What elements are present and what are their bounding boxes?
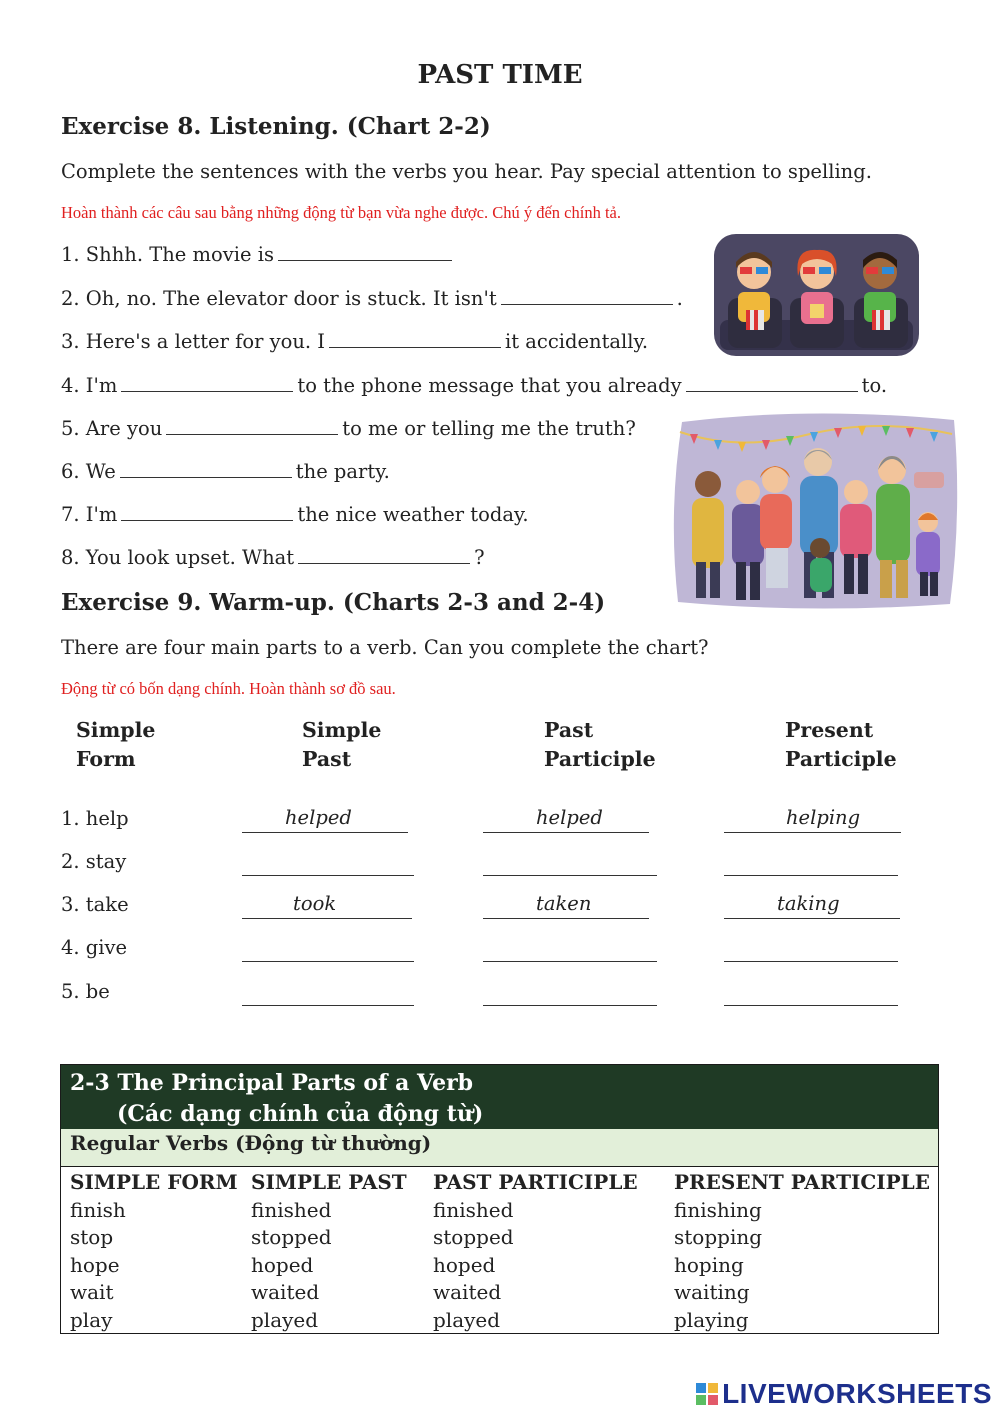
verb-row-4: 4. give — [61, 936, 128, 959]
blank-4a[interactable] — [121, 373, 293, 392]
exercise-9-heading: Exercise 9. Warm-up. (Charts 2-3 and 2-4) — [61, 589, 606, 616]
cell: waiting — [674, 1280, 750, 1305]
exercise-9-instruction-vi: Động từ có bốn dạng chính. Hoàn thành sơ đồ sau. — [61, 679, 396, 698]
cell: played — [251, 1307, 319, 1332]
cell: waited — [251, 1280, 320, 1305]
header-simple-form-line1: Simple — [76, 718, 156, 742]
answer-3-pp[interactable] — [483, 892, 649, 919]
exercise-8-heading: Exercise 8. Listening. (Chart 2-2) — [61, 113, 491, 140]
cell: hoping — [674, 1252, 744, 1277]
sentence-5-text: 5. Are you — [61, 417, 163, 440]
cell: finishing — [674, 1197, 762, 1222]
answer-1-pres-text: helping — [786, 806, 861, 829]
answer-5-pres[interactable] — [724, 979, 898, 1006]
verb-row-3: 3. take — [61, 893, 129, 916]
cell: hoped — [433, 1252, 496, 1277]
sentence-4-text: 4. I'm — [61, 374, 118, 397]
liveworksheets-logo-text: LIVEWORKSHEETS — [722, 1378, 992, 1409]
sentence-4 — [61, 373, 887, 397]
answer-1-pres[interactable] — [724, 806, 901, 833]
sentence-2-end: . — [676, 287, 683, 310]
answer-1-past[interactable] — [242, 806, 408, 833]
cell: play — [70, 1307, 113, 1332]
sentence-6 — [61, 459, 390, 483]
cell: stopped — [433, 1225, 514, 1250]
cell: stopping — [674, 1225, 763, 1250]
sentence-3-text: 3. Here's a letter for you. I — [61, 330, 326, 353]
column-simple-form — [70, 1169, 238, 1335]
sentence-8-end: ? — [474, 546, 485, 569]
sentence-1 — [61, 242, 456, 266]
sentence-2-text: 2. Oh, no. The elevator door is stuck. It isn't — [61, 287, 497, 310]
answer-4-pp[interactable] — [483, 935, 657, 962]
header-simple-past-line2: Past — [302, 747, 352, 771]
answer-2-pres[interactable] — [724, 849, 898, 876]
answer-2-pp[interactable] — [483, 849, 657, 876]
column-simple-past — [251, 1169, 407, 1335]
answer-5-pp[interactable] — [483, 979, 657, 1006]
party-illustration — [670, 412, 960, 610]
header-simple-past — [302, 716, 381, 774]
sentence-8 — [61, 545, 485, 569]
answer-2-past[interactable] — [242, 849, 414, 876]
cell: played — [433, 1307, 501, 1332]
sentence-6-end: the party. — [295, 460, 390, 483]
header-simple-form — [76, 716, 155, 774]
blank-3[interactable] — [329, 329, 501, 348]
sentence-4-middle: to the phone message that you already — [297, 374, 682, 397]
cell: stopped — [251, 1225, 332, 1250]
answer-1-past-text: helped — [285, 806, 352, 829]
cell: finish — [70, 1197, 126, 1222]
answer-1-pp[interactable] — [483, 806, 649, 833]
cell: wait — [70, 1280, 114, 1305]
sentence-3 — [61, 329, 648, 353]
column-header-simple-form: SIMPLE FORM — [70, 1170, 238, 1194]
column-header-simple-past: SIMPLE PAST — [251, 1170, 407, 1194]
sentence-3-end: it accidentally. — [505, 330, 649, 353]
header-simple-past-line1: Simple — [302, 718, 382, 742]
blank-7[interactable] — [121, 502, 293, 521]
cell: stop — [70, 1225, 114, 1250]
exercise-9-instruction: There are four main parts to a verb. Can you complete the chart? — [61, 636, 709, 659]
cell: waited — [433, 1280, 502, 1305]
cell: playing — [674, 1307, 749, 1332]
sentence-2 — [61, 286, 683, 310]
exercise-8-instruction-vi: Hoàn thành các câu sau bằng những động từ bạn vừa nghe được. Chú ý đến chính tả. — [61, 203, 621, 222]
header-past-participle — [544, 716, 656, 774]
sentence-8-text: 8. You look upset. What — [61, 546, 295, 569]
blank-6[interactable] — [120, 459, 292, 478]
chart-table — [61, 1169, 938, 1332]
chart-header — [61, 1065, 938, 1129]
sentence-1-text: 1. Shhh. The movie is — [61, 243, 275, 266]
header-simple-form-line2: Form — [76, 747, 136, 771]
verb-row-5: 5. be — [61, 980, 110, 1003]
page-title: PAST TIME — [417, 60, 583, 90]
answer-3-past[interactable] — [242, 892, 412, 919]
verb-row-2: 2. stay — [61, 850, 127, 873]
cell: hope — [70, 1252, 120, 1277]
cell: hoped — [251, 1252, 314, 1277]
answer-3-pres-text: taking — [777, 892, 840, 915]
exercise-8-instruction: Complete the sentences with the verbs you hear. Pay special attention to spelling. — [61, 160, 872, 183]
blank-1[interactable] — [278, 242, 452, 261]
column-past-participle — [433, 1169, 638, 1335]
chart-section-header: Regular Verbs (Động từ thường) — [61, 1129, 938, 1167]
chart-title: 2-3 The Principal Parts of a Verb — [70, 1070, 474, 1096]
header-present-participle-line2: Participle — [785, 747, 897, 771]
answer-3-pres[interactable] — [724, 892, 900, 919]
answer-4-pres[interactable] — [724, 935, 898, 962]
blank-4b[interactable] — [686, 373, 858, 392]
blank-5[interactable] — [166, 416, 338, 435]
column-header-past-participle: PAST PARTICIPLE — [433, 1170, 638, 1194]
cell: finished — [433, 1197, 514, 1222]
principal-parts-chart — [60, 1064, 939, 1334]
header-present-participle — [785, 716, 897, 774]
answer-3-pp-text: taken — [536, 892, 592, 915]
cell: finished — [251, 1197, 332, 1222]
chart-subtitle: (Các dạng chính của động từ) — [117, 1101, 484, 1127]
sentence-7 — [61, 502, 529, 526]
sentence-4-end: to. — [861, 374, 888, 397]
blank-8[interactable] — [298, 545, 470, 564]
answer-1-pp-text: helped — [536, 806, 603, 829]
answer-5-past[interactable] — [242, 979, 414, 1006]
header-past-participle-line2: Participle — [544, 747, 656, 771]
sentence-5 — [61, 416, 636, 440]
header-present-participle-line1: Present — [785, 718, 874, 742]
liveworksheets-logo-icon — [696, 1380, 718, 1402]
sentence-5-end: to me or telling me the truth? — [342, 417, 636, 440]
liveworksheets-logo[interactable] — [696, 1378, 992, 1410]
answer-4-past[interactable] — [242, 935, 414, 962]
column-header-present-participle: PRESENT PARTICIPLE — [674, 1170, 930, 1194]
verb-row-1: 1. help — [61, 807, 129, 830]
answer-3-past-text: took — [293, 892, 337, 915]
sentence-7-end: the nice weather today. — [297, 503, 529, 526]
sentence-7-text: 7. I'm — [61, 503, 118, 526]
header-past-participle-line1: Past — [544, 718, 594, 742]
column-present-participle — [674, 1169, 930, 1335]
blank-2[interactable] — [501, 286, 673, 305]
sentence-6-text: 6. We — [61, 460, 116, 483]
cinema-illustration — [714, 234, 919, 356]
